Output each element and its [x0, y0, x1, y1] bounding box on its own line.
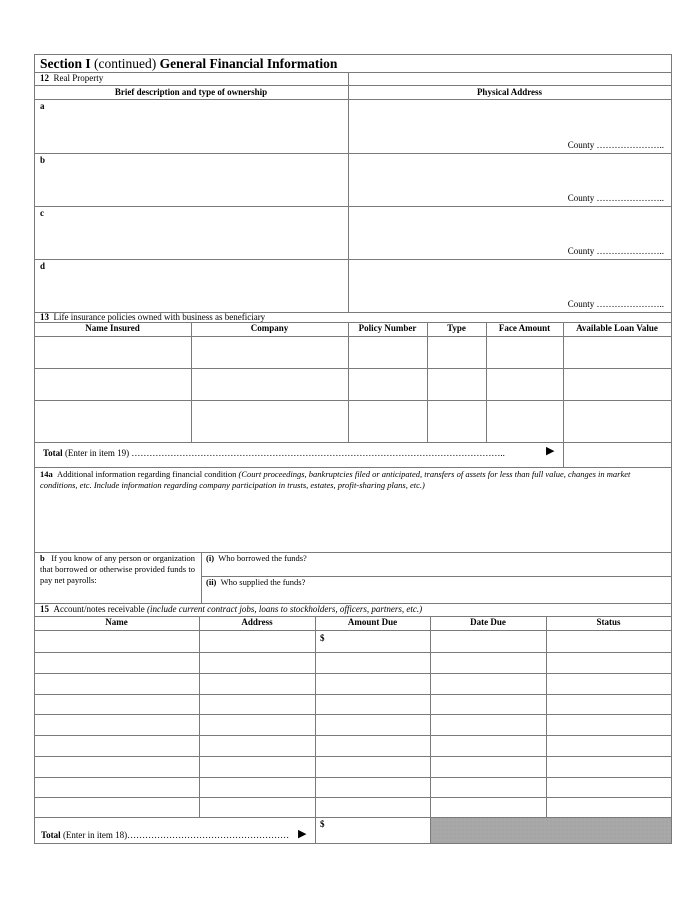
type-field[interactable] — [428, 401, 486, 442]
item-label: Account/notes receivable — [53, 604, 147, 614]
divider — [34, 72, 672, 73]
column-header-amount-due: Amount Due — [347, 617, 398, 627]
question-text: Who borrowed the funds? — [218, 553, 307, 563]
county-label: County ………………….. — [567, 246, 664, 256]
dollar-sign: $ — [320, 819, 325, 829]
receivable-date-field[interactable] — [431, 736, 546, 756]
receivable-name-field[interactable] — [35, 757, 199, 777]
item-label: Life insurance policies owned with business as beneficiary — [53, 312, 266, 322]
item-note: (Court proceedings, bankruptcies filed or anticipated, transfers of assets for less than full value, changes in market conditions, etc. Include information regarding company participation in trusts, estates, profit-sharing plans, etc.) — [40, 469, 631, 490]
total-bold: Total — [41, 830, 61, 840]
row-letter: d — [40, 261, 46, 271]
receivable-status-field[interactable] — [547, 631, 671, 652]
receivable-name-field[interactable] — [35, 653, 199, 673]
receivable-date-field[interactable] — [431, 674, 546, 694]
receivable-amount-field[interactable] — [316, 715, 430, 735]
receivable-name-field[interactable] — [35, 715, 199, 735]
item-number: 13 — [40, 312, 49, 322]
face-amount-field[interactable] — [487, 337, 563, 368]
item-number: 15 — [40, 604, 49, 614]
receivable-name-field[interactable] — [35, 798, 199, 817]
receivable-address-field[interactable] — [200, 798, 315, 817]
receivable-status-field[interactable] — [547, 653, 671, 673]
type-field[interactable] — [428, 337, 486, 368]
receivable-amount-field[interactable] — [316, 631, 430, 652]
additional-info-field[interactable] — [35, 492, 671, 551]
item13-total-label — [43, 448, 533, 459]
item14b-heading — [40, 553, 195, 586]
dollar-sign: $ — [320, 633, 325, 643]
receivable-name-field[interactable] — [35, 695, 199, 714]
face-amount-field[interactable] — [487, 369, 563, 400]
column-header-available-loan-value: Available Loan Value — [576, 323, 658, 333]
question-label — [206, 553, 307, 564]
item-label: If you know of any person or organization that borrowed or otherwise provided funds to pay net payrolls: — [40, 553, 195, 585]
company-field[interactable] — [192, 401, 348, 442]
name-insured-field[interactable] — [35, 337, 191, 368]
column-header-status: Status — [596, 617, 621, 627]
total-text: (Enter in item 18)……………………………………………… — [60, 830, 290, 840]
receivable-status-field[interactable] — [547, 674, 671, 694]
name-insured-field[interactable] — [35, 401, 191, 442]
item15-heading — [40, 604, 422, 615]
question-number: (ii) — [206, 577, 217, 587]
property-description-field[interactable] — [35, 207, 348, 259]
arrow-right-icon: ▶ — [546, 445, 555, 457]
receivable-address-field[interactable] — [200, 653, 315, 673]
column-header-name-insured: Name Insured — [85, 323, 140, 333]
receivable-amount-field[interactable] — [316, 653, 430, 673]
policy-number-field[interactable] — [349, 401, 427, 442]
receivable-date-field[interactable] — [431, 715, 546, 735]
section-title-bold: General Financial Information — [159, 56, 338, 71]
receivable-status-field[interactable] — [547, 695, 671, 714]
property-description-field[interactable] — [35, 154, 348, 206]
receivable-date-field[interactable] — [431, 695, 546, 714]
question-text: Who supplied the funds? — [220, 577, 306, 587]
item15-total-label — [41, 830, 297, 841]
receivable-address-field[interactable] — [200, 778, 315, 797]
column-header-date-due: Date Due — [470, 617, 506, 627]
company-field[interactable] — [192, 369, 348, 400]
row-letter: b — [40, 155, 46, 165]
receivable-status-field[interactable] — [547, 715, 671, 735]
who-borrowed-field[interactable] — [202, 553, 671, 576]
receivable-amount-field[interactable] — [316, 778, 430, 797]
receivable-date-field[interactable] — [431, 778, 546, 797]
section-title — [40, 56, 337, 72]
who-supplied-field[interactable] — [202, 577, 671, 603]
property-description-field[interactable] — [35, 100, 348, 153]
policy-number-field[interactable] — [349, 369, 427, 400]
receivable-address-field[interactable] — [200, 715, 315, 735]
receivable-date-field[interactable] — [431, 653, 546, 673]
section-title-bold: Section I — [40, 56, 91, 71]
item13-total-field[interactable] — [564, 443, 671, 467]
company-field[interactable] — [192, 337, 348, 368]
item-note: (include current contract jobs, loans to stockholders, officers, partners, etc.) — [146, 604, 423, 614]
physical-address-field[interactable] — [349, 260, 671, 312]
receivable-amount-field[interactable] — [316, 674, 430, 694]
receivable-amount-field[interactable] — [316, 757, 430, 777]
receivable-name-field[interactable] — [35, 631, 199, 652]
loan-value-field[interactable] — [564, 401, 671, 442]
face-amount-field[interactable] — [487, 401, 563, 442]
item12-heading — [40, 73, 103, 84]
physical-address-field[interactable] — [349, 207, 671, 259]
column-header-name: Name — [105, 617, 128, 627]
physical-address-field[interactable] — [349, 154, 671, 206]
receivable-date-field[interactable] — [431, 757, 546, 777]
receivable-amount-field[interactable] — [316, 695, 430, 714]
divider — [671, 54, 672, 844]
item-number: 12 — [40, 73, 49, 83]
question-number: (i) — [206, 553, 215, 563]
divider — [34, 54, 672, 55]
type-field[interactable] — [428, 369, 486, 400]
county-label: County ………………….. — [567, 140, 664, 150]
item14a-heading — [40, 469, 668, 491]
receivable-address-field[interactable] — [200, 674, 315, 694]
receivable-amount-field[interactable] — [316, 736, 430, 756]
policy-number-field[interactable] — [349, 337, 427, 368]
item-label: Additional information regarding financial condition — [57, 469, 239, 479]
row-letter: a — [40, 101, 45, 111]
column-header-description: Brief description and type of ownership — [114, 87, 268, 97]
divider — [34, 467, 672, 468]
item-label: Real Property — [53, 73, 104, 83]
total-text: (Enter in item 19) …………………………………………………………………………………………………………….. — [62, 448, 505, 458]
receivable-name-field[interactable] — [35, 778, 199, 797]
arrow-right-icon: ▶ — [298, 828, 307, 840]
divider — [34, 85, 672, 86]
item-number: b — [40, 553, 45, 563]
receivable-date-field[interactable] — [431, 631, 546, 652]
column-header-address: Physical Address — [476, 87, 543, 97]
receivable-address-field[interactable] — [200, 757, 315, 777]
receivable-address-field[interactable] — [200, 695, 315, 714]
column-header-face-amount: Face Amount — [498, 323, 551, 333]
item15-total-amount-field[interactable] — [316, 818, 430, 843]
receivable-status-field[interactable] — [547, 757, 671, 777]
receivable-amount-field[interactable] — [316, 798, 430, 817]
receivable-status-field[interactable] — [547, 798, 671, 817]
section-title-normal: (continued) — [90, 56, 160, 71]
item-number: 14a — [40, 469, 53, 479]
county-label: County ………………….. — [567, 193, 664, 203]
name-insured-field[interactable] — [35, 369, 191, 400]
receivable-address-field[interactable] — [200, 631, 315, 652]
question-label — [206, 577, 305, 588]
total-bold: Total — [43, 448, 63, 458]
county-label: County ………………….. — [567, 299, 664, 309]
receivable-name-field[interactable] — [35, 674, 199, 694]
receivable-date-field[interactable] — [431, 798, 546, 817]
loan-value-field[interactable] — [564, 369, 671, 400]
shaded-cell — [431, 818, 671, 843]
column-header-company: Company — [250, 323, 289, 333]
receivable-name-field[interactable] — [35, 736, 199, 756]
receivable-address-field[interactable] — [200, 736, 315, 756]
property-description-field[interactable] — [35, 260, 348, 312]
row-letter: c — [40, 208, 44, 218]
physical-address-field[interactable] — [349, 100, 671, 153]
loan-value-field[interactable] — [564, 337, 671, 368]
column-header-policy-number: Policy Number — [358, 323, 417, 333]
divider — [34, 843, 672, 844]
receivable-status-field[interactable] — [547, 736, 671, 756]
column-header-type: Type — [447, 323, 466, 333]
column-header-address: Address — [241, 617, 273, 627]
receivable-status-field[interactable] — [547, 778, 671, 797]
